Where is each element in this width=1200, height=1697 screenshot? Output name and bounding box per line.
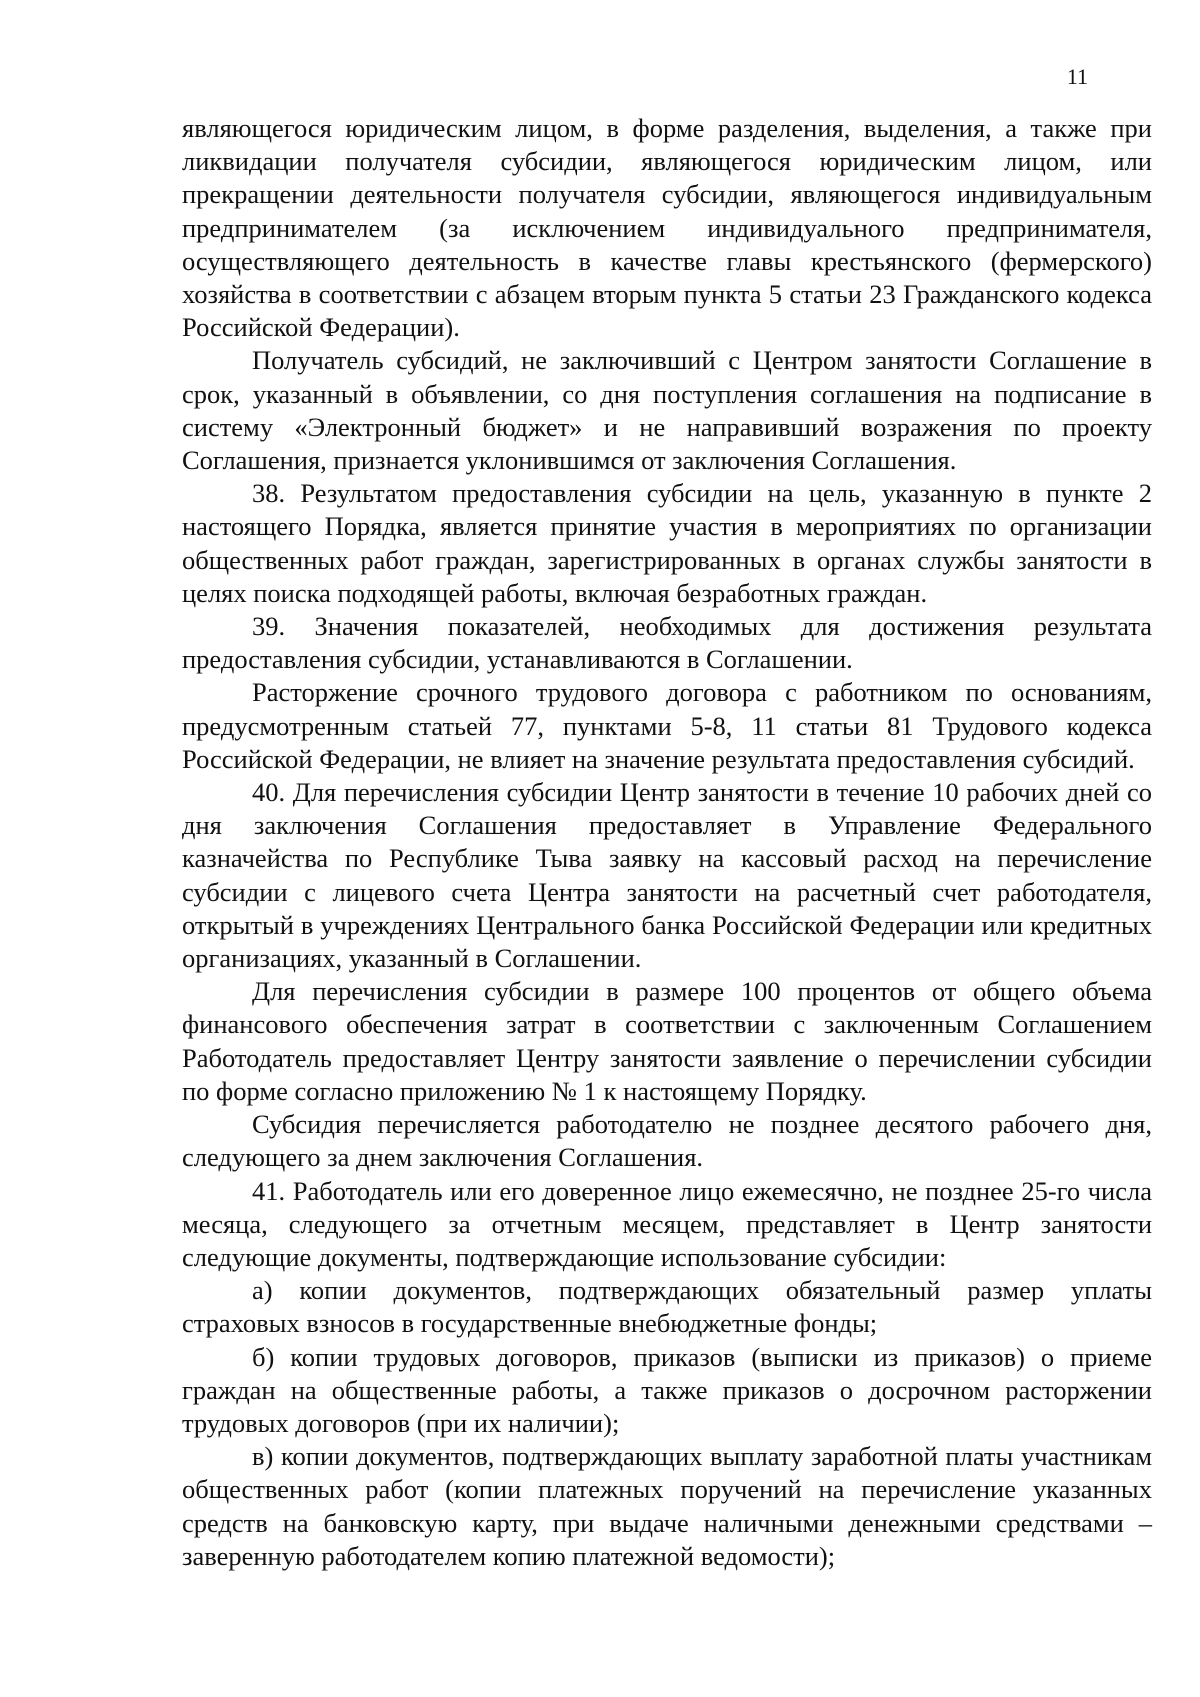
paragraph-40: 40. Для перечисления субсидии Центр занятости в течение 10 рабочих дней со дня заключения Соглашения предоставляет в Управление Федерального казначейства по Республике Тыва заявку на кассовый расход на перечисление субсидии с лицевого счета Центра занятости на расчетный счет работодателя, открытый в учреждениях Центрального банка Российской Федерации или кредитных организациях, указанный в Соглашении.: [182, 777, 1152, 974]
paragraph-41-v: в) копии документов, подтверждающих выплату заработной платы участникам общественных работ (копии платежных поручений на перечисление указанных средств на банковскую карту, при выдаче наличными денежными средствами – заверенную работодателем копию платежной ведомости);: [182, 1441, 1152, 1571]
paragraph-continuation: являющегося юридическим лицом, в форме разделения, выделения, а также при ликвидации получателя субсидии, являющегося юридическим лицом, или прекращении деятельности получателя субсидии, являющегося индивидуальным предпринимателем (за исключением индивидуального предпринимателя, осуществляющего деятельность в качестве главы крестьянского (фермерского) хозяйства в соответствии с абзацем вторым пункта 5 статьи 23 Гражданского кодекса Российской Федерации).: [182, 113, 1152, 343]
document-body: [182, 112, 1152, 1573]
paragraph-41-a: а) копии документов, подтверждающих обязательный размер уплаты страховых взносов в государственные внебюджетные фонды;: [182, 1275, 1152, 1339]
paragraph-contract-termination: Расторжение срочного трудового договора с работником по основаниям, предусмотренным статьей 77, пунктами 5-8, 11 статьи 81 Трудового кодекса Российской Федерации, не влияет на значение результата предоставления субсидий.: [182, 677, 1152, 774]
paragraph-39: 39. Значения показателей, необходимых для достижения результата предоставления субсидии, устанавливаются в Соглашении.: [182, 611, 1152, 675]
page-number: 11: [1066, 64, 1088, 89]
paragraph-41-b: б) копии трудовых договоров, приказов (выписки из приказов) о приеме граждан на общественные работы, а также приказов о досрочном расторжении трудовых договоров (при их наличии);: [182, 1341, 1152, 1438]
paragraph-recipient-evasion: Получатель субсидий, не заключивший с Центром занятости Соглашение в срок, указанный в объявлении, со дня поступления соглашения на подписание в систему «Электронный бюджет» и не направивший возражения по проекту Соглашения, признается уклонившимся от заключения Соглашения.: [182, 345, 1152, 476]
paragraph-transfer-request: Для перечисления субсидии в размере 100 процентов от общего объема финансового обеспечения затрат в соответствии с заключенным Соглашением Работодатель предоставляет Центру занятости заявление о перечислении субсидии по форме согласно приложению № 1 к настоящему Порядку.: [182, 976, 1152, 1106]
paragraph-41: 41. Работодатель или его доверенное лицо ежемесячно, не позднее 25-го числа месяца, следующего за отчетным месяцем, представляет в Центр занятости следующие документы, подтверждающие использование субсидии:: [182, 1175, 1152, 1272]
paragraph-38: 38. Результатом предоставления субсидии на цель, указанную в пункте 2 настоящего Порядка, является принятие участия в мероприятиях по организации общественных работ граждан, зарегистрированных в органах службы занятости в целях поиска подходящей работы, включая безработных граждан.: [182, 478, 1152, 608]
paragraph-transfer-deadline: Субсидия перечисляется работодателю не позднее десятого рабочего дня, следующего за днем заключения Соглашения.: [182, 1109, 1152, 1173]
